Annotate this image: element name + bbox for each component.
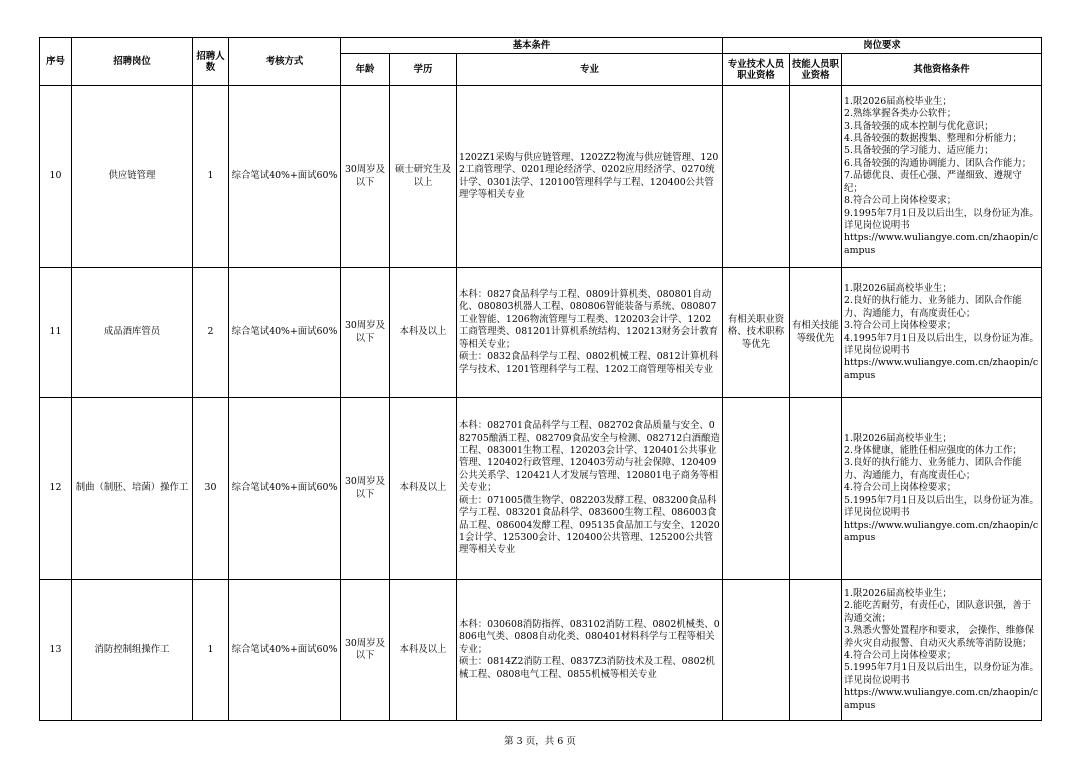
- cell-age: 30周岁及以下: [341, 580, 390, 721]
- cell-other: 1.限2026届高校毕业生； 2.能吃苦耐劳，有责任心，团队意识强，善于沟通交流； 3.熟悉火警处置程序和要求， 会操作、维修保养火灾自动报警、自动灭火系统等消防设施； 4.符合公司上岗体检要求； 5.1995年7月1日及以后出生，以身份证为准。 详见岗位说明书 https://www.wuliangye.com.cn/zhaopin/campus: [842, 580, 1042, 721]
- cell-major: 本科：082701食品科学与工程、082702食品质量与安全、082705酿酒工程、082709食品安全与检测、082712白酒酿造工程、083001生物工程、120203会计学、120401公共事业管理、120402行政管理、120403劳动与社会保障、120409公共关系学、120421人才发展与管理、120801电子商务等相关专业； 硕士：071005微生物学、082203发酵工程、083200食品科学与工程、083201食品科学、083600生物工程、086003食品工程、086004发酵工程、095135食品加工与安全、120201会计学、125300会计、120400公共管理、125200公共管理等相关专业: [457, 398, 723, 580]
- cell-position: 消防控制组操作工: [72, 580, 193, 721]
- cell-exam: 综合笔试40%+面试60%: [229, 398, 341, 580]
- cell-age: 30周岁及以下: [341, 268, 390, 398]
- cell-age: 30周岁及以下: [341, 86, 390, 268]
- cell-exam: 综合笔试40%+面试60%: [229, 86, 341, 268]
- table-row: [40, 398, 1042, 580]
- cell-position: 成品酒库管员: [72, 268, 193, 398]
- cell-position: 供应链管理: [72, 86, 193, 268]
- cell-education: 本科及以上: [390, 398, 457, 580]
- cell-seq: 11: [40, 268, 72, 398]
- header-exam: 考核方式: [229, 38, 341, 86]
- cell-skill-cert: [790, 580, 842, 721]
- cell-count: 1: [193, 86, 229, 268]
- cell-prof-cert: [723, 86, 790, 268]
- header-major: 专业: [457, 54, 723, 86]
- header-seq: 序号: [40, 38, 72, 86]
- cell-prof-cert: 有相关职业资格、技术职称等优先: [723, 268, 790, 398]
- cell-count: 2: [193, 268, 229, 398]
- cell-seq: 12: [40, 398, 72, 580]
- cell-major: 本科：0827食品科学与工程、0809计算机类、080801自动化、080803机器人工程、080806智能装备与系统、080807工业智能、1206物流管理与工程类、120203会计学、1202工商管理类、081201计算机系统结构、120213财务会计教育等相关专业； 硕士：0832食品科学与工程、0802机械工程、0812计算机科学与技术、1201管理科学与工程、1202工商管理等相关专业: [457, 268, 723, 398]
- cell-major: 1202Z1采购与供应链管理、1202Z2物流与供应链管理、1202工商管理学、0201理论经济学、0202应用经济学、0270统计学、0301法学、120100管理科学与工程、120400公共管理学等相关专业: [457, 86, 723, 268]
- header-count: 招聘人数: [193, 38, 229, 86]
- cell-education: 硕士研究生及以上: [390, 86, 457, 268]
- cell-count: 1: [193, 580, 229, 721]
- table-row: [40, 580, 1042, 721]
- header-post-requirements: 岗位要求: [723, 38, 1042, 54]
- cell-exam: 综合笔试40%+面试60%: [229, 268, 341, 398]
- header-education: 学历: [390, 54, 457, 86]
- header-position: 招聘岗位: [72, 38, 193, 86]
- cell-seq: 10: [40, 86, 72, 268]
- cell-skill-cert: [790, 398, 842, 580]
- cell-exam: 综合笔试40%+面试60%: [229, 580, 341, 721]
- header-age: 年龄: [341, 54, 390, 86]
- cell-other: 1.限2026届高校毕业生； 2.良好的执行能力、业务能力、团队合作能力、沟通能力，有高度责任心； 3.符合公司上岗体检要求； 4.1995年7月1日及以后出生，以身份证为准。 详见岗位说明书 https://www.wuliangye.com.cn/zhaopin/campus: [842, 268, 1042, 398]
- cell-major: 本科：030608消防指挥、083102消防工程、0802机械类、0806电气类、0808自动化类、080401材料科学与工程等相关专业； 硕士：0814Z2消防工程、0837Z3消防技术及工程、0802机械工程、0808电气工程、0855机械等相关专业: [457, 580, 723, 721]
- recruitment-table: [39, 37, 1042, 721]
- header-prof-cert: 专业技术人员职业资格: [723, 54, 790, 86]
- cell-prof-cert: [723, 398, 790, 580]
- cell-other: 1.限2026届高校毕业生； 2.熟练掌握各类办公软件； 3.具备较强的成本控制与优化意识； 4.具备较强的数据搜集、整理和分析能力； 5.具备较强的学习能力、适应能力； 6.具备较强的沟通协调能力、团队合作能力； 7.品德优良、责任心强、严谨细致、遵规守纪； 8.符合公司上岗体检要求； 9.1995年7月1日及以后出生，以身份证为准。 详见岗位说明书 https://www.wuliangye.com.cn/zhaopin/campus: [842, 86, 1042, 268]
- cell-education: 本科及以上: [390, 580, 457, 721]
- table-row: [40, 268, 1042, 398]
- header-other: 其他资格条件: [842, 54, 1042, 86]
- cell-seq: 13: [40, 580, 72, 721]
- page-footer: 第 3 页，共 6 页: [504, 736, 576, 747]
- cell-education: 本科及以上: [390, 268, 457, 398]
- cell-skill-cert: [790, 86, 842, 268]
- cell-prof-cert: [723, 580, 790, 721]
- table-row: [40, 86, 1042, 268]
- cell-count: 30: [193, 398, 229, 580]
- cell-skill-cert: 有相关技能等级优先: [790, 268, 842, 398]
- cell-age: 30周岁及以下: [341, 398, 390, 580]
- header-skill-cert: 技能人员职业资格: [790, 54, 842, 86]
- header-basic-conditions: 基本条件: [341, 38, 723, 54]
- cell-other: 1.限2026届高校毕业生； 2.身体健康，能胜任相应强度的体力工作； 3.良好的执行能力、业务能力、团队合作能力、沟通能力，有高度责任心； 4.符合公司上岗体检要求； 5.1995年7月1日及以后出生，以身份证为准。 详见岗位说明书 https://www.wuliangye.com.cn/zhaopin/campus: [842, 398, 1042, 580]
- cell-position: 制曲（制胚、培菌）操作工: [72, 398, 193, 580]
